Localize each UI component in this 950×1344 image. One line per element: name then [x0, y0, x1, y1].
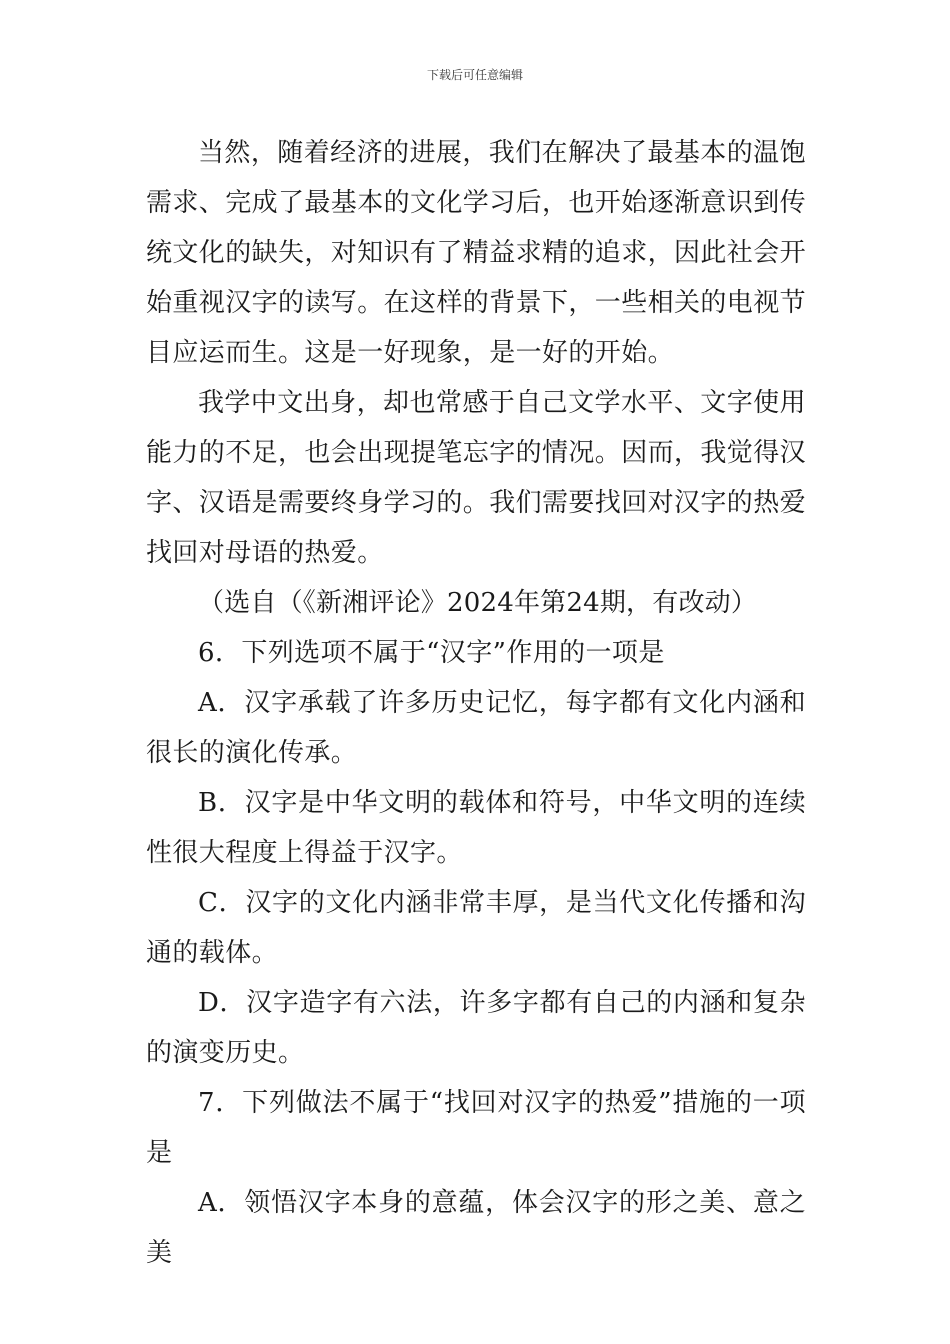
- body-paragraph: 我学中文出身，却也常感于自己文学水平、文字使用能力的不足，也会出现提笔忘字的情况。因而，我觉得汉字、汉语是需要终身学习的。我们需要找回对汉字的热爱找回对母语的热爱。: [146, 388, 807, 568]
- question-6-stem: 6．下列选项不属于“汉字”作用的一项是: [198, 638, 665, 668]
- question-6-option-d: D．汉字造字有六法，许多字都有自己的内涵和复杂的演变历史。: [146, 988, 806, 1068]
- question-6-option-a: A．汉字承载了许多历史记忆，每字都有文化内涵和很长的演化传承。: [146, 688, 806, 768]
- source-citation: （选自（《新湘评论》2024年第24期，有改动）: [198, 588, 758, 618]
- question-6-option-b: B．汉字是中华文明的载体和符号，中华文明的连续性很大程度上得益于汉字。: [146, 788, 806, 868]
- body-paragraph: 当然，随着经济的进展，我们在解决了最基本的温饱需求、完成了最基本的文化学习后，也开始逐渐意识到传统文化的缺失，对知识有了精益求精的追求，因此社会开始重视汉字的读写。在这样的背景下，一些相关的电视节目应运而生。这是一好现象，是一好的开始。: [146, 138, 807, 368]
- document-body: [146, 128, 806, 1278]
- question-7-stem: 7．下列做法不属于“找回对汉字的热爱”措施的一项是: [146, 1088, 806, 1168]
- page-header: 下载后可任意编辑: [426, 68, 523, 82]
- question-6-option-c: C．汉字的文化内涵非常丰厚，是当代文化传播和沟通的载体。: [146, 888, 806, 968]
- question-7-option-a: A．领悟汉字本身的意蕴，体会汉字的形之美、意之美: [146, 1188, 806, 1268]
